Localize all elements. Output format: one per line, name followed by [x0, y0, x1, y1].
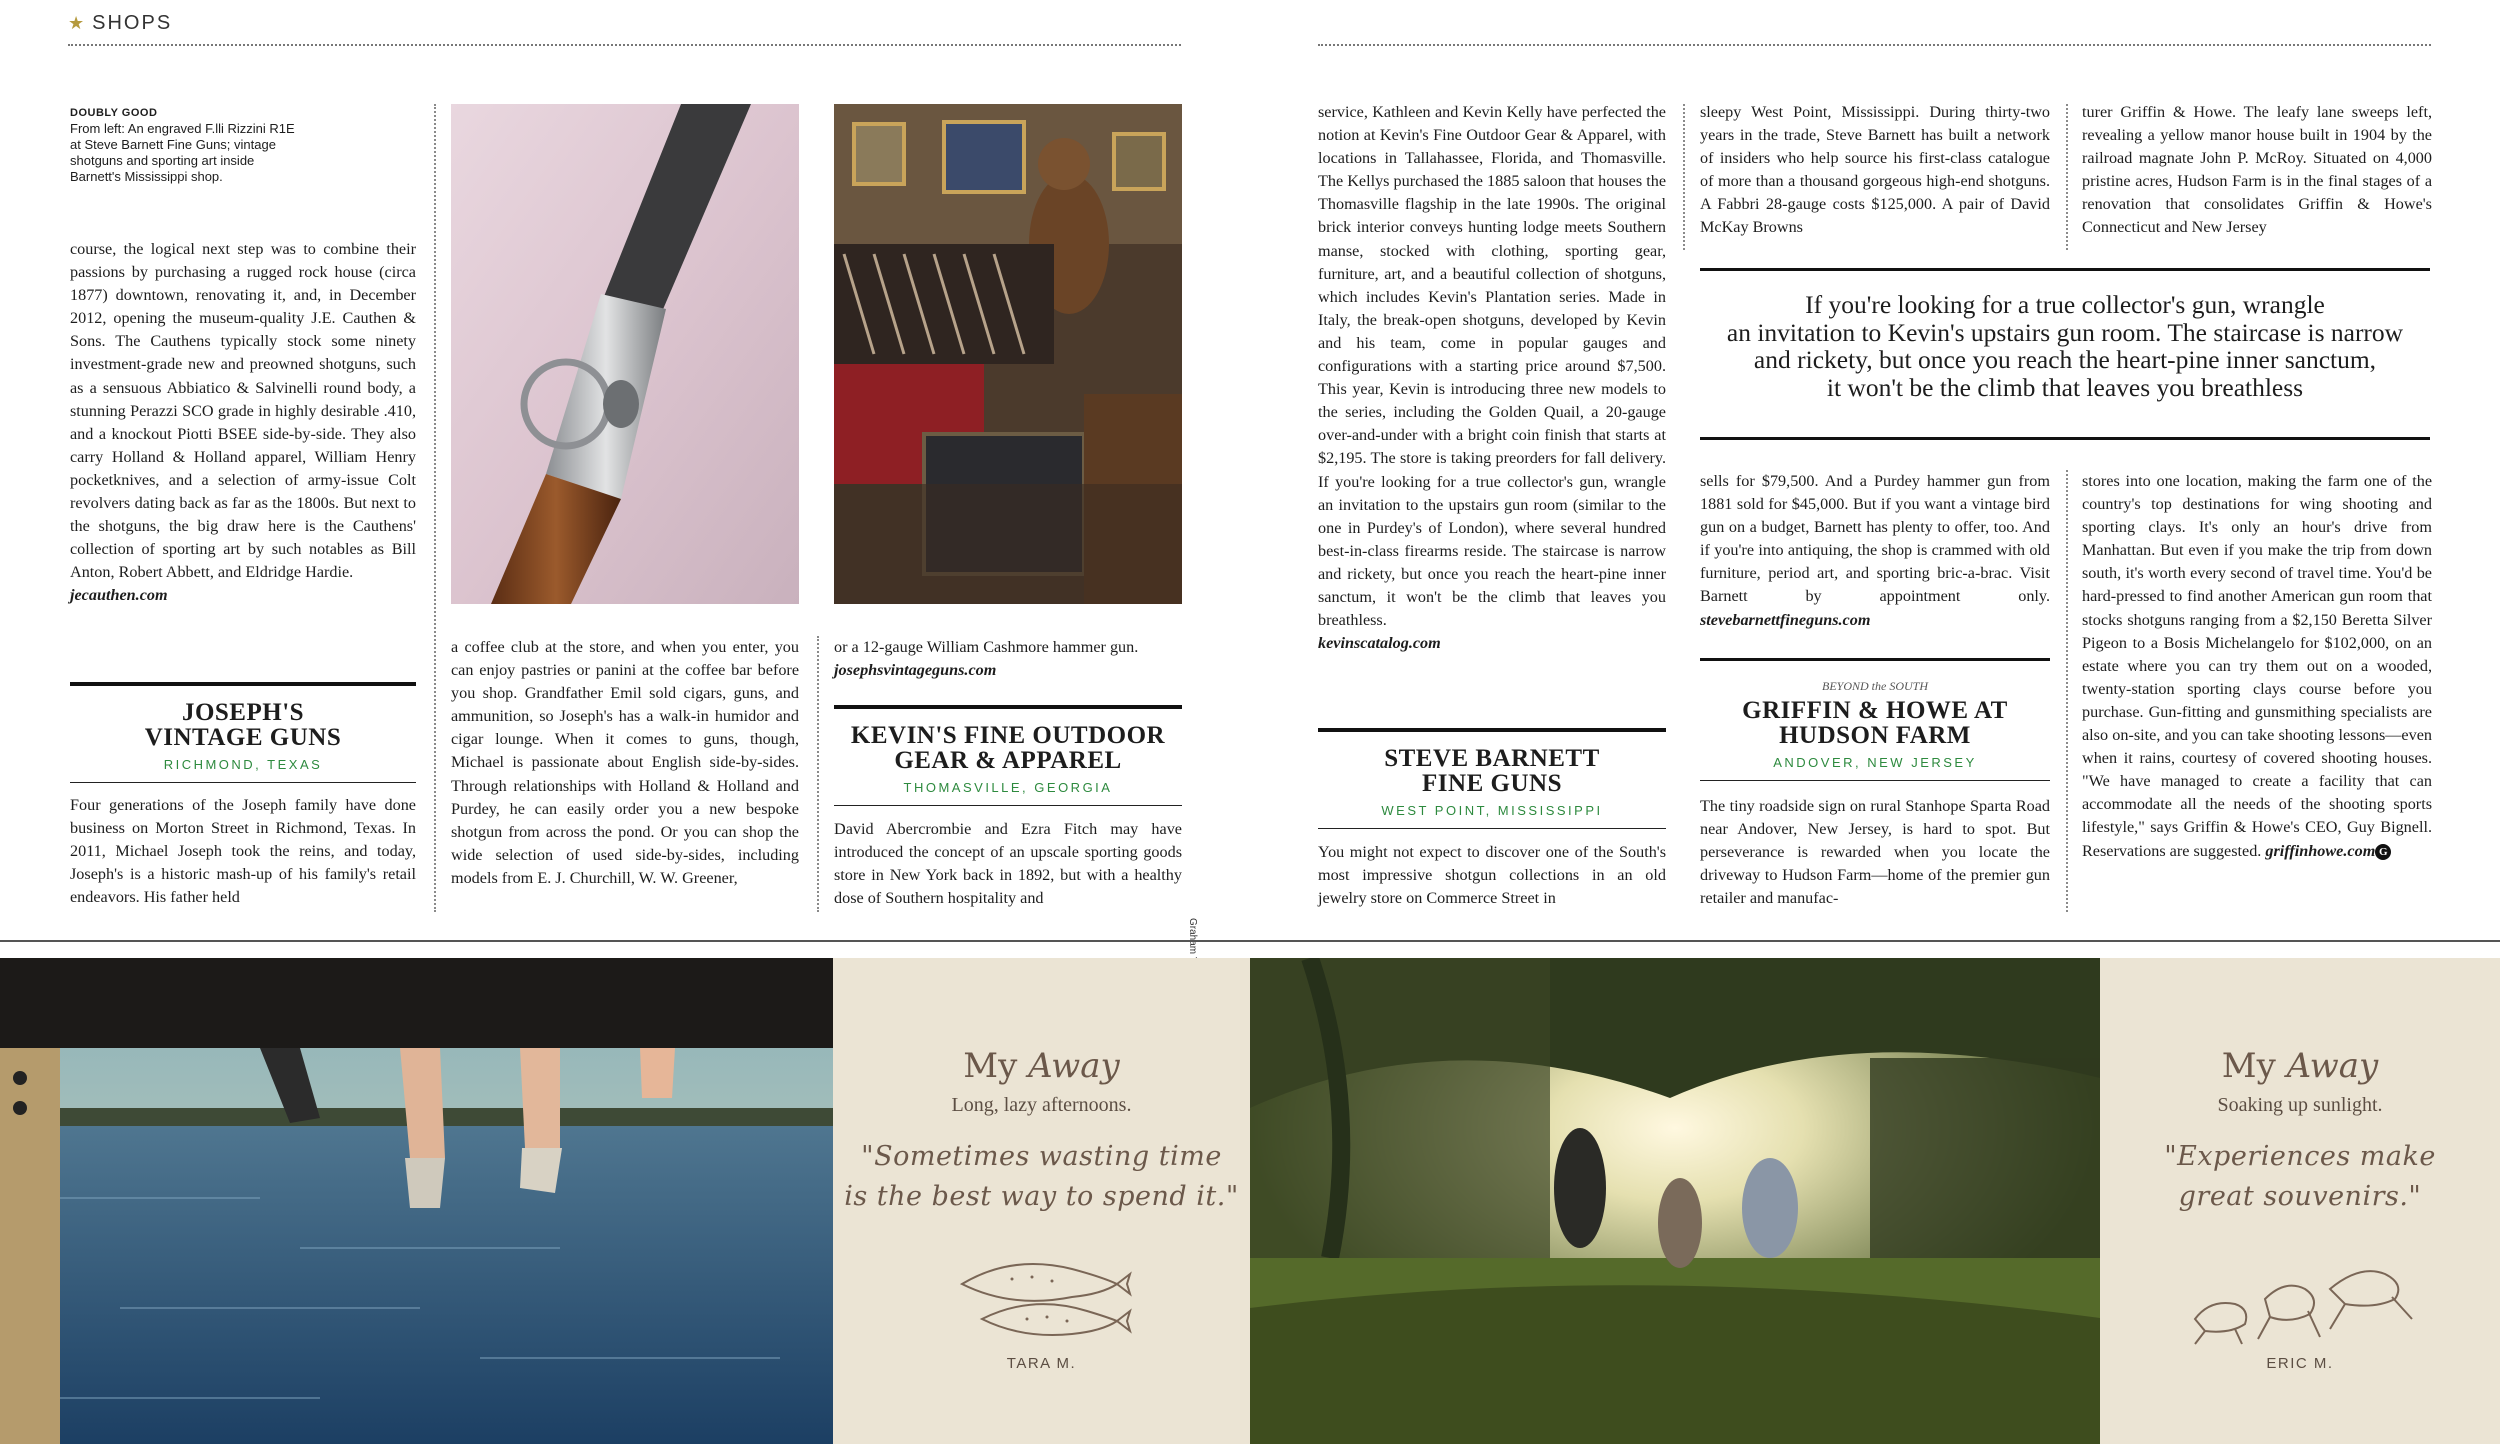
ad-quote: "Sometimes wasting time is the best way to spend it.": [844, 1141, 1239, 1212]
ad-tagline: Long, lazy afternoons.: [951, 1094, 1132, 1116]
section-label: [68, 12, 172, 35]
body-text: course, the logical next step was to combine their passions by purchasing a rugged rock house (circa 1877) downtown, renovating it, and, in December 2012, opening the museum-quality J.E. Cauthen & Sons. The Cauthens typically stock some ninety investment-grade new and preowned shotguns, such as a sensuous Abbiatico & Salvinelli round body, a stunning Perazzi SCO grade in highly desirable .410, and a knockout Piotti BSEE side-by-side. They also carry Holland & Holland apparel, William Henry pocketknives, and a selection of army-issue Colt revolvers dating back as far as the 1800s. But next to the shotguns, the big draw here is the Cauthens' collection of sporting art by such notables as Bill Anton, Robert Abbett, and Eldridge Hardie.: [70, 240, 416, 582]
ad-tagline: Soaking up sunlight.: [2217, 1094, 2383, 1116]
heading-title: KEVIN'S FINE OUTDOOR GEAR & APPAREL: [850, 722, 1166, 774]
body-text: stores into one location, making the farm one of the country's top destinations for wing shooting and sporting clays. It's only an hour's drive from Manhattan. But even if you make the trip from down south, it's worth every second of travel time. You'd be hard-pressed to find another American gun room that stocks shotguns ranging from a $2,150 Beretta Silver Pigeon to a Bosis Michelangelo for $102,000, on an estate where you can try them out on a wooded, twenty-station sporting clays course before you purchase. Gun-fitting and gunsmithing specialists are also on-site, and you can take shooting lessons—even when it rains, courtesy of covered shooting houses. "We have managed to create a facility that can accommodate all the needs of the shooting sports lifestyle," says Griffin & Howe's CEO, Guy Bignell. Reservations are suggested. griffinhowe.com G: [2082, 472, 2432, 860]
heading-location: ANDOVER, NEW JERSEY: [1773, 755, 1977, 770]
josephsvintageguns-link[interactable]: josephsvintageguns.com: [834, 661, 997, 680]
body-text: service, Kathleen and Kevin Kelly have perfected the notion at Kevin's Fine Outdoor Gear & Apparel, with locations in Tallahassee, Florida, and Thomasville. The Kellys purchased the 1885 saloon that houses the Thomasville flagship in the late 1990s. The original brick interior conveys hunting lodge meets Southern manse, stocked with clothing, sporting gear, furniture, art, and a beautiful collection of shotguns, which includes Kevin's Plantation series. Made in Italy, the break-open shotguns, developed by Kevin and his team, come in popular gauges and configurations with a starting price around $7,500. This year, Kevin is introducing three new models to the series, including the Golden Quail, a 20-gauge over-and-under with a bright coin finish that starts at $2,195. The store is taking preorders for fall delivery. If you're looking for a true collector's gun, wrangle an invitation to the upstairs gun room (similar to the one in Purdey's of London), where several hundred best-in-class firearms reside. The staircase is narrow and rickety, but once you reach the heart-pine inner sanctum, it won't be the climb that leaves you breathless.: [1318, 103, 1666, 630]
ad-signature: TARA M.: [1006, 1355, 1077, 1372]
column-1-bottom: [70, 794, 416, 909]
heading-griffin: [1700, 658, 2050, 781]
column-5-bottom: [1700, 795, 2050, 910]
column-4: [1318, 101, 1666, 655]
heading-location: WEST POINT, MISSISSIPPI: [1381, 803, 1603, 818]
body-text: or a 12-gauge William Cashmore hammer gun.: [834, 638, 1139, 656]
section-name: SHOPS: [92, 12, 173, 34]
column-2: [451, 636, 799, 890]
heading-barnett: [1318, 728, 1666, 829]
stevebarnett-link[interactable]: stevebarnettfineguns.com: [1700, 610, 1871, 629]
column-rule: [2066, 470, 2068, 912]
section-folio: [68, 0, 1181, 46]
my-away-card-tara: [833, 958, 1250, 1444]
column-1: [70, 238, 416, 608]
pull-quote: If you're looking for a true collector's gun, wrangle an invitation to Kevin's upstairs gun room. The staircase is narrow and rickety, but once you reach the heart-pine inner sanctum, it won't be the climb that leaves you breathless: [1700, 268, 2430, 440]
column-rule: [434, 104, 436, 912]
my-away-card-eric: [2100, 958, 2500, 1444]
ad-quote: "Experiences make great souvenirs.": [2164, 1141, 2436, 1212]
caption-text: From left: An engraved F.lli Rizzini R1E at Steve Barnett Fine Guns; vintage shotguns and sporting art inside Barnett's Mississippi shop.: [70, 121, 295, 184]
ad-divider: [0, 940, 2500, 942]
column-rule: [817, 636, 819, 912]
caption-title: DOUBLY GOOD: [70, 107, 158, 119]
griffinhowe-link[interactable]: griffinhowe.com: [2265, 841, 2376, 860]
column-6-bottom: [2082, 470, 2432, 863]
body-text: The tiny roadside sign on rural Stanhope Sparta Road near Andover, New Jersey, is hard to spot. But perseverance is rewarded when you locate the driveway to Hudson Farm—home of the premier gun retailer and manufac-: [1700, 797, 2050, 908]
body-text: turer Griffin & Howe. The leafy lane sweeps left, revealing a yellow manor house built in 1904 by the railroad magnate John P. McRoy. Situated on 4,000 pristine acres, Hudson Farm is in the final stages of a renovation that consolidates Griffin & Howe's Connecticut and New Jersey: [2082, 103, 2432, 237]
column-rule: [1683, 104, 1685, 250]
heading-kevins: [834, 705, 1182, 806]
ad-heading: My Away: [963, 1046, 1120, 1086]
heading-location: RICHMOND, TEXAS: [163, 757, 323, 772]
body-text: sleepy West Point, Mississippi. During thirty-two years in the trade, Steve Barnett has built a network of insiders who help source his first-class catalogue of more than a thousand gorgeous high-end shotguns. A Fabbri 28-gauge costs $125,000. A pair of David McKay Browns: [1700, 103, 2050, 237]
section-folio-right: [1318, 0, 2431, 46]
ad-signature: ERIC M.: [2266, 1355, 2334, 1372]
column-3: [834, 636, 1182, 682]
column-rule: [2066, 104, 2068, 250]
heading-josephs: [70, 682, 416, 783]
ad-heading: My Away: [2221, 1046, 2379, 1086]
engraved-shotgun-photo: [451, 104, 799, 604]
dock-water-photo: [0, 958, 833, 1444]
column-4-bottom: [1318, 841, 1666, 910]
column-6-top: [2082, 101, 2432, 240]
column-5-top: [1700, 101, 2050, 240]
body-text: sells for $79,500. And a Purdey hammer gun from 1881 sold for $45,000. But if you want a vintage bird gun on a budget, Barnett has plenty to offer, too. And if you're into antiquing, the shop is crammed with old furniture, period art, and sporting bric-a-brac. Visit Barnett by appointment only. stevebarnettfineguns.com: [1700, 472, 2050, 629]
end-mark-icon: G: [2375, 844, 2391, 860]
gun-shop-interior-photo: [834, 104, 1182, 604]
heading-location: THOMASVILLE, GEORGIA: [903, 780, 1113, 795]
body-text: Four generations of the Joseph family have done business on Morton Street in Richmond, Texas. In 2011, Michael Joseph took the reins, and today, Joseph's is a historic mash-up of his family's retail endeavors. His father held: [70, 796, 416, 907]
body-text: You might not expect to discover one of the South's most impressive shotgun collections in an old jewelry store on Commerce Street in: [1318, 843, 1666, 908]
photo-caption: [70, 105, 300, 185]
heading-title: JOSEPH'S VINTAGE GUNS: [144, 699, 342, 751]
body-text: David Abercrombie and Ezra Fitch may have introduced the concept of an upscale sporting goods store in New York back in 1892, but with a healthy dose of Southern hospitality and: [834, 820, 1182, 908]
column-3-bottom: [834, 818, 1182, 910]
heading-title: STEVE BARNETT FINE GUNS: [1384, 745, 1600, 797]
heading-title: GRIFFIN & HOWE AT HUDSON FARM: [1742, 697, 2008, 749]
jecauthen-link[interactable]: jecauthen.com: [70, 586, 168, 605]
column-5-mid: [1700, 470, 2050, 632]
body-text: a coffee club at the store, and when you enter, you can enjoy pastries or panini at the coffee bar before you shop. Grandfather Emil sold cigars, guns, and ammunition, so Joseph's has a walk-in humidor and cigar lounge. When it comes to guns, though, Michael is passionate about English side-by-sides. Through relationships with Holland & Holland and Purdey, he can easily order you a new bespoke shotgun from across the pond. Or you can shop the wide selection of used side-by-sides, including models from E. J. Churchill, W. W. Greener,: [451, 638, 799, 887]
kevinscatalog-link[interactable]: kevinscatalog.com: [1318, 634, 1441, 653]
family-fishing-photo: [1250, 958, 2100, 1444]
heading-kicker: BEYOND the SOUTH: [1821, 679, 1928, 693]
trout-sketch-icon: [952, 1239, 1132, 1349]
star-icon: ★: [68, 13, 87, 33]
frog-sketch-icon: [2180, 1239, 2420, 1349]
